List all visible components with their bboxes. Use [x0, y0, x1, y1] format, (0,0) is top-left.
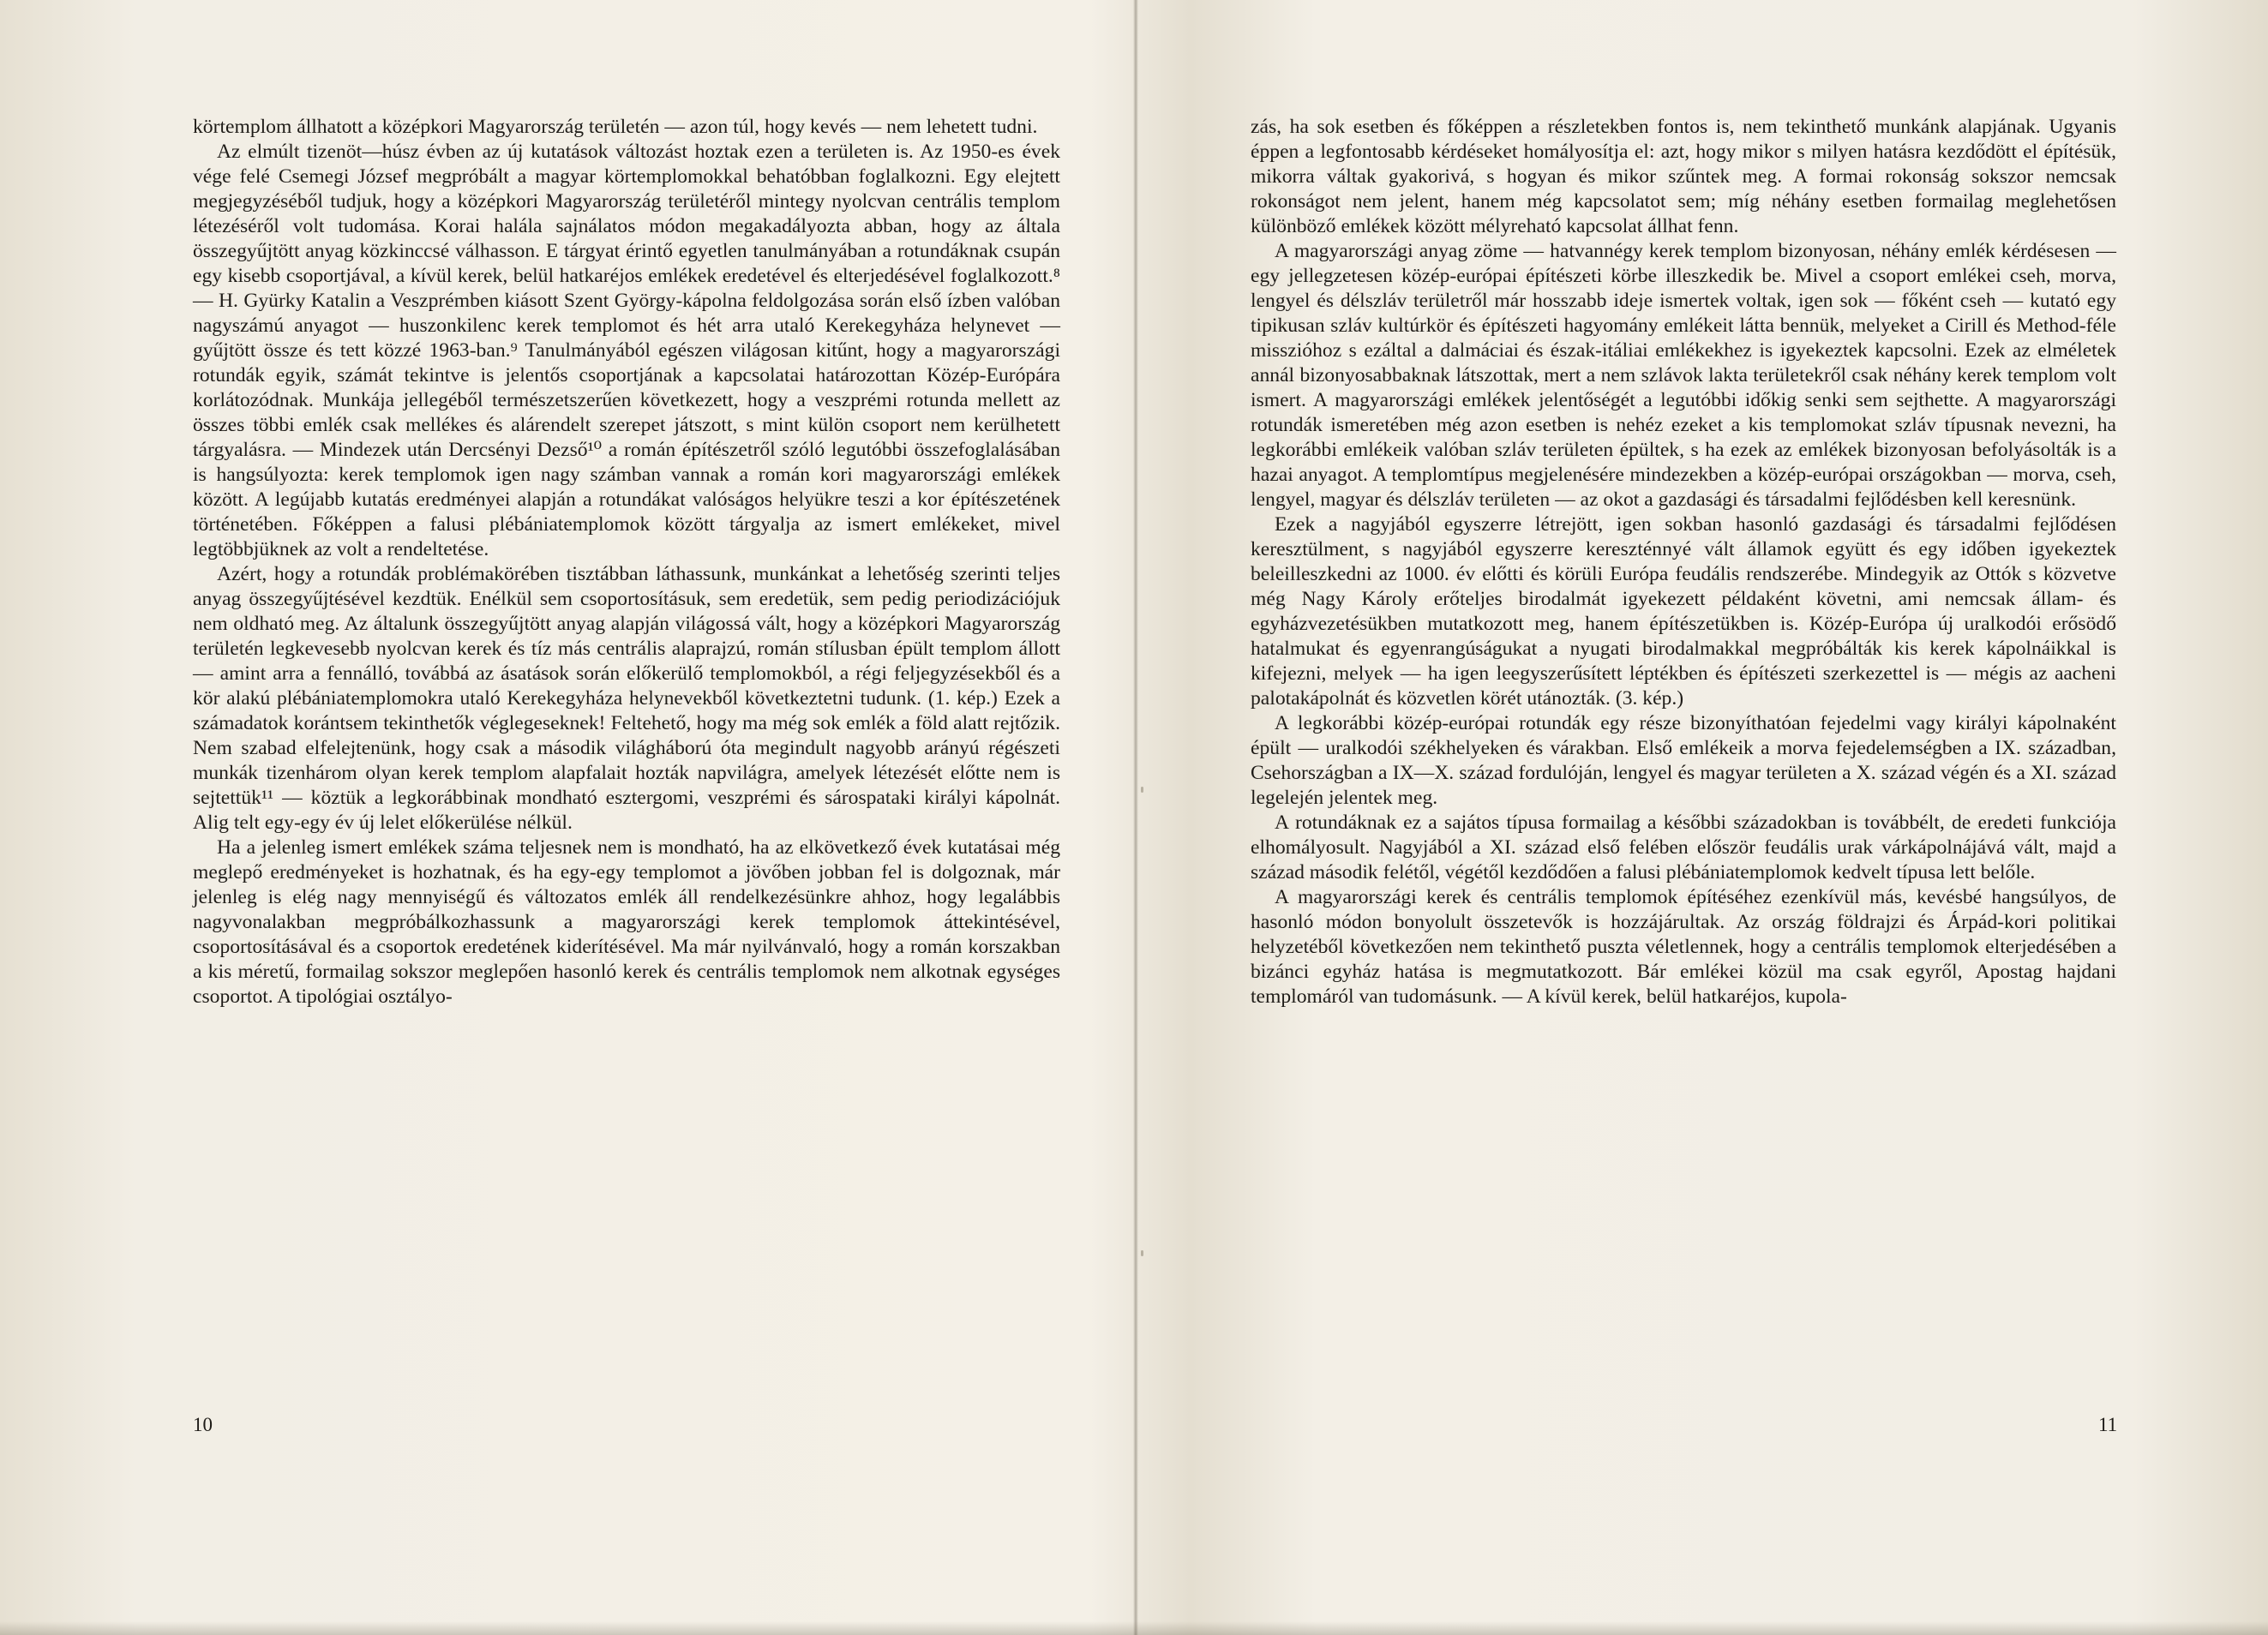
left-paragraph: Az elmúlt tizenöt—húsz évben az új kutatások változást hoztak ezen a területen is. Az 1950-es évek vége felé Csemegi József megpróbált a magyar körtemplomokkal behatóbban foglalkozni. Egy elejtett megjegyzéséből tudjuk, hogy a középkori Magyarország területéről mintegy nyolcvan centrális templom létezéséről volt tudomása. Korai halála sajnálatos módon megakadályozta abban, hogy az általa összegyűjtött anyag közkinccsé válhasson. E tárgyat érintő egyetlen tanulmányában a rotundáknak csupán egy kisebb csoportjával, a kívül kerek, belül hatkaréjos emlékek eredetével és elterjedésével foglalkozott.⁸ — H. Gyürky Katalin a Veszprémben kiásott Szent György-kápolna feldolgozása során első ízben valóban nagyszámú anyagot — huszonkilenc kerek templomot és hét arra utaló Kerekegyháza helynevet — gyűjtött össze és tett közzé 1963-ban.⁹ Tanulmányából egészen világosan kitűnt, hogy a magyarországi rotundák egyik, számát tekintve is jelentős csoportjának a kapcsolatai határozottan Közép-Európára korlátozódnak. Munkája jellegéből természetszerűen következett, hogy a veszprémi rotunda mellett az összes többi emlék csak mellékes és alárendelt szerepet játszott, s mint külön csoport nem kerülhetett tárgyalásra. — Mindezek után Dercsényi Dezső¹⁰ a román építészetről szóló legutóbbi összefoglalásában is hangsúlyozta: kerek templomok igen nagy számban vannak a román kori magyarországi emlékek között. A legújabb kutatás eredményei alapján a rotundákat valóságos helyükre teszi a kor építészetének történetében. Főképpen a falusi plébániatemplomok között tárgyalja az ismert emlékeket, mivel legtöbbjüknek az volt a rendeltetése.	[193, 141, 1060, 560]
book-gutter	[1133, 0, 1138, 1635]
page-number-left: 10	[193, 1414, 213, 1435]
left-paragraph: Ha a jelenleg ismert emlékek száma teljesnek nem is mondható, ha az elkövetkező évek kutatásai még meglepő eredményeket is hozhatnak, és ha egy-egy templomot a jövőben jobban fel is dolgoznak, már jelenleg is elég nagy mennyiségű és változatos emlék áll rendelkezésünkre ahhoz, hogy legalábbis nagyvonalakban megpróbálkozhassunk a magyarországi kerek templomok áttekintésével, csoportosításával és a csoportok eredetének kiderítésével. Ma már nyilvánvaló, hogy a román korszakban a kis méretű, formailag sokszor meglepően hasonló kerek és centrális templomok nem alkotnak egységes csoportot. A tipológiai osztályo-	[193, 836, 1060, 1008]
right-paragraph: zás, ha sok esetben és főképpen a részletekben fontos is, nem tekinthető munkánk alapjának. Ugyanis éppen a legfontosabb kérdéseket homályosítja el: azt, hogy mikor s milyen hatásra kezdődött el építésük, mikorra váltak gyakorivá, s hogyan és mikor szűntek meg. A formai rokonság sokszor nemcsak rokonságot nem jelent, hanem még kapcsolatot sem; míg néhány esetben formailag meglehetősen különböző emlékek között mélyreható kapcsolat állhat fenn.	[1251, 116, 2116, 237]
left-paragraph: körtemplom állhatott a középkori Magyarország területén — azon túl, hogy kevés — nem lehetett tudni.	[193, 116, 1038, 138]
page-number-right: 11	[2098, 1414, 2118, 1435]
right-paragraph: A legkorábbi közép-európai rotundák egy része bizonyíthatóan fejedelmi vagy királyi kápolnaként épült — uralkodói székhelyeken és várakban. Első emlékeik a morva fejedelemségben a IX. században, Csehországban a IX—X. század fordulóján, lengyel és magyar területen a X. század végén és a XI. század legelején jelentek meg.	[1251, 712, 2116, 809]
right-page	[1251, 115, 2116, 1009]
left-page	[193, 115, 1060, 1009]
right-paragraph: A rotundáknak ez a sajátos típusa formailag a későbbi századokban is továbbélt, de eredeti funkciója elhomályosult. Nagyjából a XI. század első felében először feudális urak várkápolnájává vált, majd a század második felétől, végétől kezdődően a falusi plébániatemplomok kedvelt típusa lett belőle.	[1251, 812, 2116, 883]
right-paragraph: A magyarországi kerek és centrális templomok építéséhez ezenkívül más, kevésbé hangsúlyos, de hasonló módon bonyolult összetevők is hozzájárultak. Az ország földrajzi és Árpád-kori politikai helyzetéből következően nem tekinthető puszta véletlennek, hogy a centrális templomok elterjedésében a bizánci egyház hatása is megmutatkozott. Bár emlékei közül ma csak egyről, Apostag hajdani templomáról van tudomásunk. — A kívül kerek, belül hatkaréjos, kupola-	[1251, 886, 2116, 1008]
right-paragraph: A magyarországi anyag zöme — hatvannégy kerek templom bizonyosan, néhány emlék kérdésesen — egy jellegzetesen közép-európai építészeti körbe illeszkedik be. Mivel a csoport emlékei cseh, morva, lengyel és délszláv területről már hosszabb ideje ismertek voltak, igen sok — főként cseh — kutató egy tipikusan szláv kultúrkör és építészeti hagyomány emlékeit látta bennük, melyeket a Cirill és Method-féle misszióhoz s ezáltal a dalmáciai és észak-itáliai emlékekhez is igyekeztek kapcsolni. Ezek az elméletek annál bizonyosabbaknak látszottak, mert a nem szlávok lakta területekről csak néhány kerek templom volt ismert. A magyarországi emlékek jelentőségét a legutóbbi időkig senki sem sejthette. A magyarországi rotundák ismeretében még azon esetben is nehéz ezeket a kis templomokat szláv típusnak nevezni, ha legkorábbi emlékeik valóban szláv területen épültek, s ha ezek az emlékek bizonyosan befolyásolták is a hazai anyagot. A templomtípus megjelenésére mindezekben a közép-európai országokban — morva, cseh, lengyel, magyar és délszláv területen — az okot a gazdasági és társadalmi fejlődésben kell keresnünk.	[1251, 240, 2116, 511]
paper-speck	[1141, 787, 1143, 793]
left-paragraph: Azért, hogy a rotundák problémakörében tisztábban láthassunk, munkánkat a lehetőség szerinti teljes anyag összegyűjtésével kezdtük. Enélkül sem csoportosításuk, sem eredetük, sem pedig periodizációjuk nem oldható meg. Az általunk összegyűjtött anyag alapján világossá vált, hogy a középkori Magyarország területén legkevesebb nyolcvan kerek és tíz más centrális alaprajzú, román stílusban épült templom állott — amint arra a fennálló, továbbá az ásatások során előkerülő templomokból, a régi feljegyzésekből és a kör alakú plébániatemplomokra utaló Kerekegyháza helynevekből következtetni tudunk. (1. kép.) Ezek a számadatok korántsem tekinthetők véglegeseknek! Feltehető, hogy ma még sok emlék a föld alatt rejtőzik. Nem szabad elfelejtenünk, hogy csak a második világháború óta megindult nagyobb arányú régészeti munkák tizenhárom olyan kerek templom alapfalait hozták napvilágra, amelyek létezését előtte nem is sejtettük¹¹ — köztük a legkorábbinak mondható esztergomi, veszprémi és sárospataki királyi kápolnát. Alig telt egy-egy év új lelet előkerülése nélkül.	[193, 563, 1060, 834]
right-paragraph: Ezek a nagyjából egyszerre létrejött, igen sokban hasonló gazdasági és társadalmi fejlődésen keresztülment, s nagyjából egyszerre kereszténnyé vált államok együtt és egy időben igyekeztek beleilleszkedni az 1000. év előtti és körüli Európa feudális rendszerébe. Mindegyik az Ottók s közvetve még Nagy Károly erőteljes birodalmát igyekezett példaként követni, ami nemcsak állam- és egyházvezetésükben mutatkozott meg, hanem építészetükben is. Közép-Európa új uralkodói erősödő hatalmukat és egyenrangúságukat a nyugati birodalmakkal megpróbálták kis kerek kápolnáikkal is kifejezni, melyek — ha igen leegyszerűsített léptékben és építészeti szerkezettel is — mégis az aacheni palotakápolnát és közvetlen körét utánozták. (3. kép.)	[1251, 513, 2116, 710]
page-bottom-edge	[0, 1621, 2268, 1635]
paper-speck	[1141, 1250, 1143, 1256]
